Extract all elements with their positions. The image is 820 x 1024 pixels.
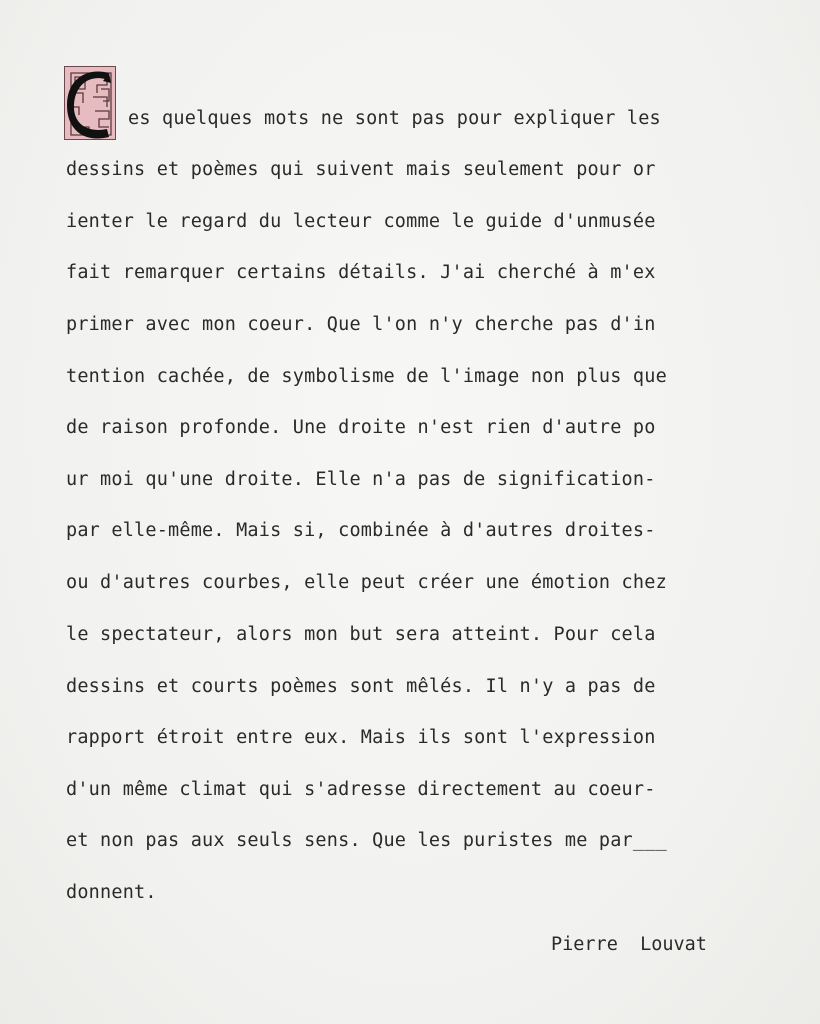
author-signature: Pierre Louvat: [551, 934, 707, 955]
text-line: d'un même climat qui s'adresse directement au coeur-: [66, 779, 656, 800]
text-line: rapport étroit entre eux. Mais ils sont l'expression: [66, 727, 656, 748]
text-line: et non pas aux seuls sens. Que les puristes me par___: [66, 830, 667, 851]
text-line: dessins et courts poèmes sont mêlés. Il n'y a pas de: [66, 676, 656, 697]
text-line: donnent.: [66, 882, 157, 903]
text-line: le spectateur, alors mon but sera atteint. Pour cela: [66, 624, 656, 645]
drop-cap-c-icon: [64, 66, 116, 140]
text-line: de raison profonde. Une droite n'est rien d'autre po: [66, 417, 656, 438]
text-line: par elle-même. Mais si, combinée à d'autres droites-: [66, 520, 656, 541]
text-line: tention cachée, de symbolisme de l'image non plus que: [66, 366, 667, 387]
text-line: ienter le regard du lecteur comme le guide d'unmusée: [66, 211, 656, 232]
text-line: ur moi qu'une droite. Elle n'a pas de signification-: [66, 469, 656, 490]
text-line: es quelques mots ne sont pas pour expliquer les: [128, 108, 661, 129]
text-line: fait remarquer certains détails. J'ai cherché à m'ex: [66, 262, 656, 283]
text-line: dessins et poèmes qui suivent mais seulement pour or: [66, 159, 656, 180]
text-line: ou d'autres courbes, elle peut créer une émotion chez: [66, 572, 667, 593]
text-line: primer avec mon coeur. Que l'on n'y cherche pas d'in: [66, 314, 656, 335]
